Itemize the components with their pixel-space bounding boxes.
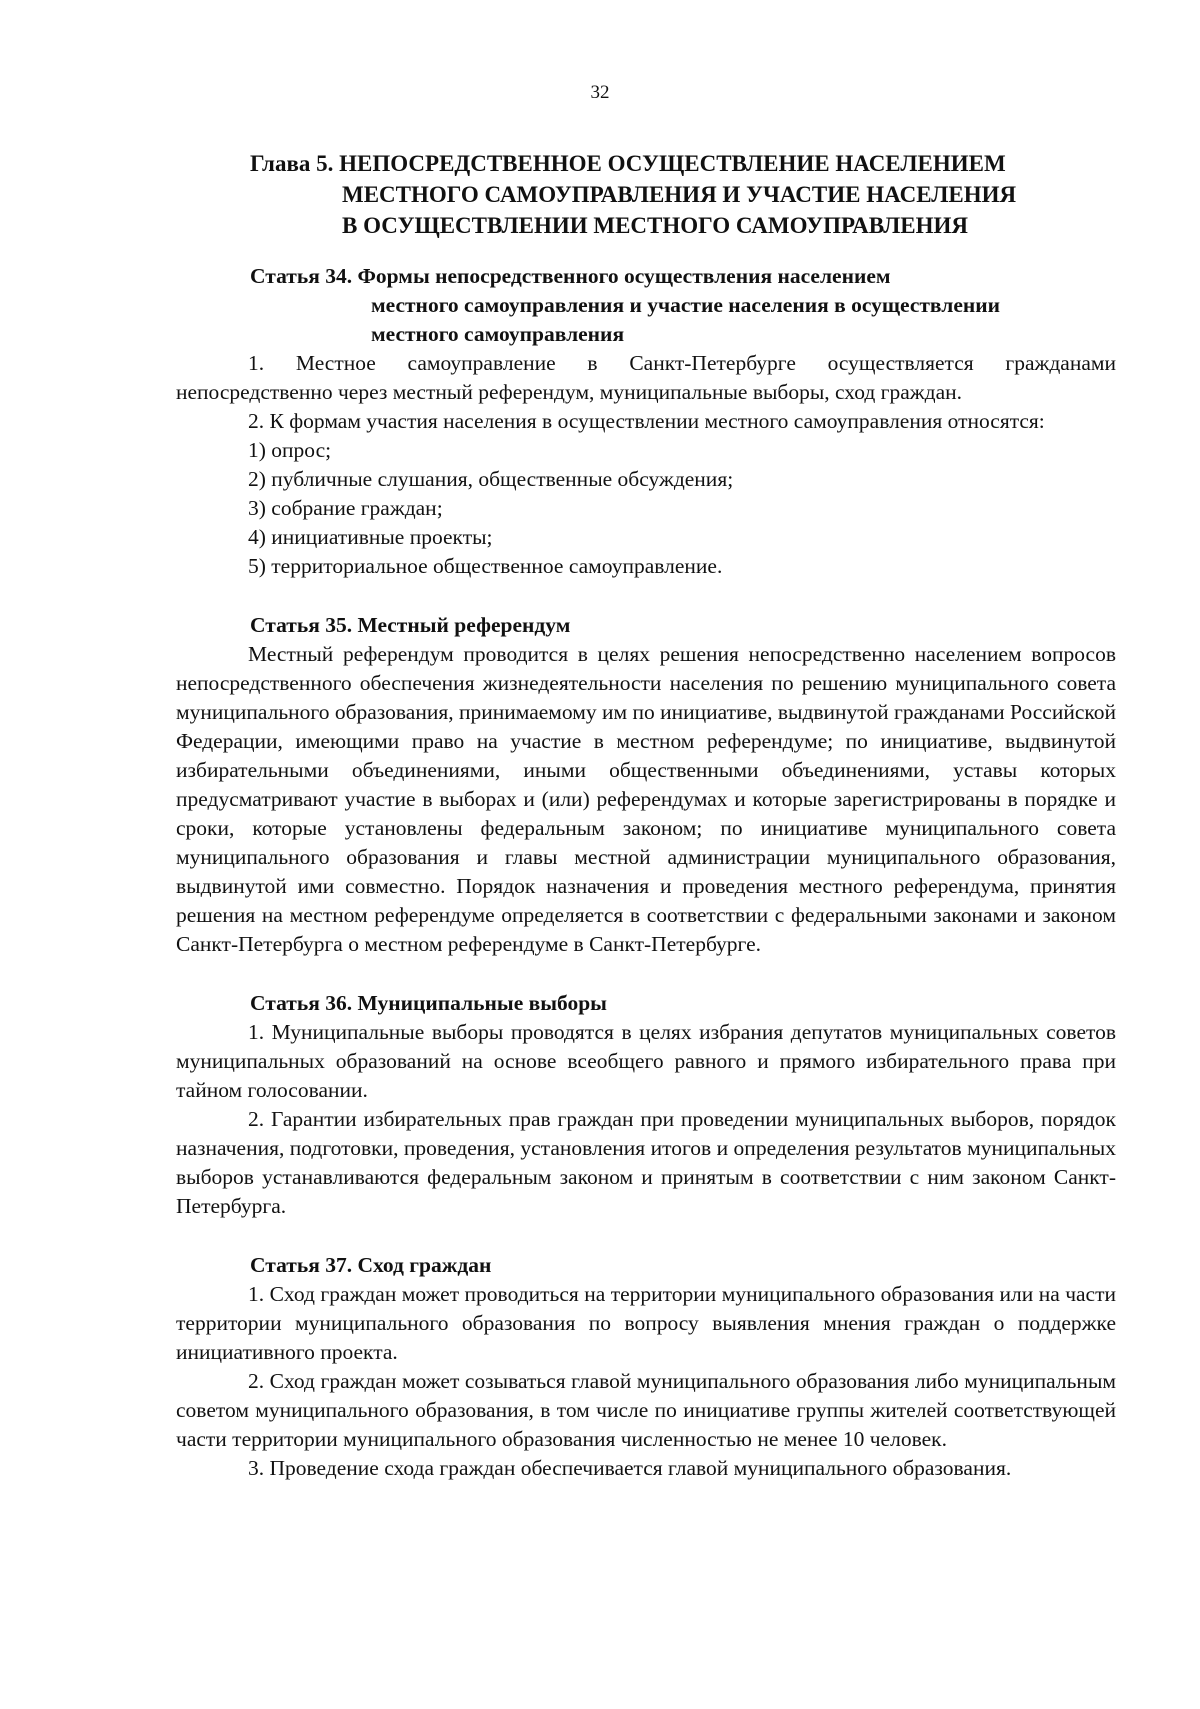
article-37-paragraph-3: 3. Проведение схода граждан обеспечивается главой муниципального образования. xyxy=(248,1456,1012,1480)
list-item: 2) публичные слушания, общественные обсуждения; xyxy=(248,467,734,491)
article-34-paragraph-1: 1. Местное самоуправление в Санкт-Петербурге осуществляется гражданами непосредственно через местный референдум, муниципальные выборы, сход граждан. xyxy=(176,351,1116,404)
article-35-paragraph-1: Местный референдум проводится в целях решения непосредственно населением вопросов непосредственного обеспечения жизнедеятельности населения по решению муниципального совета муниципального образования, принимаемому им по инициативе, выдвинутой гражданами Российской Федерации, имеющими право на участие в местном референдуме; по инициативе, выдвинутой избирательными объединениями, иными общественными объединениями, уставы которых предусматривают участие в выборах и (или) референдумах и которые зарегистрированы в порядке и сроки, которые установлены федеральным законом; по инициативе муниципального совета муниципального образования и главы местной администрации муниципального образования, выдвинутой ими совместно. Порядок назначения и проведения местного референдума, принятия решения на местном референдуме определяется в соответствии с федеральными законами и законом Санкт-Петербурга о местном референдуме в Санкт-Петербурге. xyxy=(176,642,1116,956)
list-item: 5) территориальное общественное самоуправление. xyxy=(248,554,723,578)
article-37 xyxy=(176,1251,1116,1483)
chapter-heading-line-2: МЕСТНОГО САМОУПРАВЛЕНИЯ И УЧАСТИЕ НАСЕЛЕНИЯ xyxy=(342,182,1017,207)
article-34-paragraph-2: 2. К формам участия населения в осуществлении местного самоуправления относятся: xyxy=(248,409,1045,433)
article-34-title-line-1: Статья 34. Формы непосредственного осуществления населением xyxy=(250,264,891,288)
article-34-title xyxy=(250,262,1116,349)
article-35-title: Статья 35. Местный референдум xyxy=(250,613,571,637)
article-36-paragraph-2: 2. Гарантии избирательных прав граждан при проведении муниципальных выборов, порядок назначения, подготовки, проведения, установления итогов и определения результатов муниципальных выборов устанавливаются федеральным законом и принятым в соответствии с ним законом Санкт-Петербурга. xyxy=(176,1107,1116,1218)
article-34-title-line-2: местного самоуправления и участие населения в осуществлении xyxy=(371,293,1001,317)
page-number: 32 xyxy=(590,82,610,103)
article-37-paragraph-1: 1. Сход граждан может проводиться на территории муниципального образования или на части территории муниципального образования по вопросу выявления мнения граждан о поддержке инициативного проекта. xyxy=(176,1282,1116,1364)
chapter-heading-line-1: Глава 5. НЕПОСРЕДСТВЕННОЕ ОСУЩЕСТВЛЕНИЕ НАСЕЛЕНИЕМ xyxy=(250,151,1006,176)
chapter-heading xyxy=(250,148,1150,241)
document-body xyxy=(176,262,1116,1483)
article-35 xyxy=(176,611,1116,959)
list-item: 3) собрание граждан; xyxy=(248,496,443,520)
list-item: 1) опрос; xyxy=(248,438,332,462)
article-37-paragraph-2: 2. Сход граждан может созываться главой муниципального образования либо муниципальным советом муниципального образования, в том числе по инициативе группы жителей соответствующей части территории муниципального образования численностью не менее 10 человек. xyxy=(176,1369,1116,1451)
article-36-title: Статья 36. Муниципальные выборы xyxy=(250,991,607,1015)
article-36-paragraph-1: 1. Муниципальные выборы проводятся в целях избрания депутатов муниципальных советов муниципальных образований на основе всеобщего равного и прямого избирательного права при тайном голосовании. xyxy=(176,1020,1116,1102)
article-36 xyxy=(176,989,1116,1221)
chapter-heading-line-3: В ОСУЩЕСТВЛЕНИИ МЕСТНОГО САМОУПРАВЛЕНИЯ xyxy=(342,213,969,238)
list-item: 4) инициативные проекты; xyxy=(248,525,493,549)
article-34-title-line-3: местного самоуправления xyxy=(371,322,625,346)
article-34 xyxy=(176,262,1116,581)
article-37-title: Статья 37. Сход граждан xyxy=(250,1253,492,1277)
